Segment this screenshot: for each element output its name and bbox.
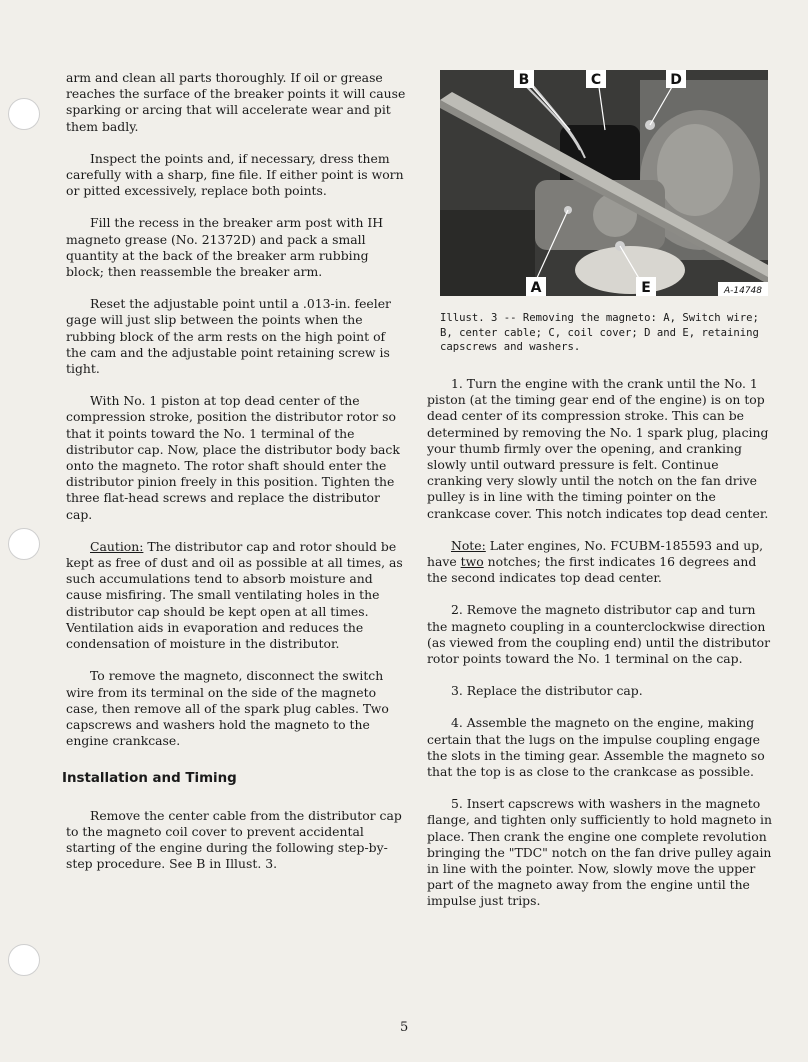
magneto-photo-svg (440, 70, 768, 296)
illustration-photo (440, 70, 768, 296)
step-2: 2. Remove the magneto distributor cap and turn the magneto coupling in a counterclockwise direction (as viewed from the coupling end) until the distributor rotor points toward the No. 1 terminal on the cap. (427, 602, 771, 667)
paragraph-center-cable: Remove the center cable from the distributor cap to the magneto coil cover to prevent accidental starting of the engine during the following step-by-step procedure. See B in Illust. 3. (66, 807, 402, 872)
paragraph-distributor: With No. 1 piston at top dead center of the compression stroke, position the distributor rotor so that it points toward the No. 1 terminal of the distributor cap. Now, place the distributor body back onto the magneto. The rotor shaft should enter the distributor pinion freely in this position. Tighten the three flat-head screws and replace the distributor cap. (66, 393, 400, 522)
punch-hole-middle (8, 528, 40, 560)
paragraph-caution (66, 539, 406, 652)
section-heading: Installation and Timing (62, 771, 237, 787)
right-column (427, 376, 772, 926)
punch-hole-bottom (8, 944, 40, 976)
paragraph-inspect-points: Inspect the points and, if necessary, dress them carefully with a sharp, fine file. If either point is worn or pitted excessively, replace both points. (66, 150, 404, 199)
paragraph-remove-magneto: To remove the magneto, disconnect the switch wire from its terminal on the side of the magneto case, then remove all of the spark plug cables. Two capscrews and washers hold the magneto to the engine crankcase. (66, 668, 389, 749)
step-1: 1. Turn the engine with the crank until the No. 1 piston (at the timing gear end of the engine) is on top dead center of its compression stroke. This can be determined by removing the No. 1 spark plug, placing your thumb firmly over the opening, and cranking slowly until outward pressure is felt. Continue cranking very slowly until the notch on the fan drive pulley is in line with the timing pointer on the crankcase cover. This notch indicates top dead center. (427, 376, 769, 521)
note-paragraph (427, 538, 772, 587)
left-column (62, 70, 406, 888)
label-a: A (530, 280, 542, 296)
page-number: 5 (400, 1020, 409, 1035)
illustration-caption: Illust. 3 -- Removing the magneto: A, Switch wire; B, center cable; C, coil cover; D and E, retaining capscrews and washers. (440, 312, 759, 354)
note-text-pre: Later engines, No. FCUBM-185593 and up, have (427, 537, 764, 570)
paragraph-reset-point: Reset the adjustable point until a .013-in. feeler gage will just slip between the points when the rubbing block of the arm rests on the high point of the cam and the adjustable point retaining screw is tight. (66, 296, 391, 377)
note-two: two (460, 554, 484, 570)
note-label: Note: (451, 537, 486, 553)
caution-text: The distributor cap and rotor should be kept as free of dust and oil as possible at all times, as such accumulations tend to absorb moisture and cause misfiring. The small ventilating holes in the distributor cap should be kept open at all times. Ventilation aids in evaporation and reduces the condensation of moisture in the distributor. (66, 538, 403, 652)
label-d: D (670, 72, 682, 88)
label-b: B (518, 72, 530, 88)
label-e: E (641, 280, 651, 296)
step-3: 3. Replace the distributor cap. (451, 683, 643, 699)
label-c: C (590, 72, 602, 88)
step-5: 5. Insert capscrews with washers in the magneto flange, and tighten only sufficiently to hold magneto in place. Then crank the engine one complete revolution bringing the "TDC" notch on the fan drive pulley again in line with the pointer. Now, slowly move the upper part of the magneto away from the engine until the impulse just trips. (427, 796, 772, 909)
step-4: 4. Assemble the magneto on the engine, making certain that the lugs on the impulse coupling engage the slots in the timing gear. Assemble the magneto so that the top is as close to the crankcase as possible. (427, 715, 765, 780)
caution-label: Caution: (90, 538, 144, 554)
paragraph-grease: Fill the recess in the breaker arm post with IH magneto grease (No. 21372D) and pack a small quantity at the back of the breaker arm rubbing block; then reassemble the breaker arm. (66, 215, 384, 280)
punch-hole-top (8, 98, 40, 130)
note-text-post: notches; the first indicates 16 degrees and the second indicates top dead center. (427, 554, 757, 586)
paragraph-breaker-arm: arm and clean all parts thoroughly. If oil or grease reaches the surface of the breaker points it will cause sparking or arcing that will accelerate wear and pit them badly. (66, 70, 406, 134)
illustration-code: A-14748 (723, 286, 763, 296)
